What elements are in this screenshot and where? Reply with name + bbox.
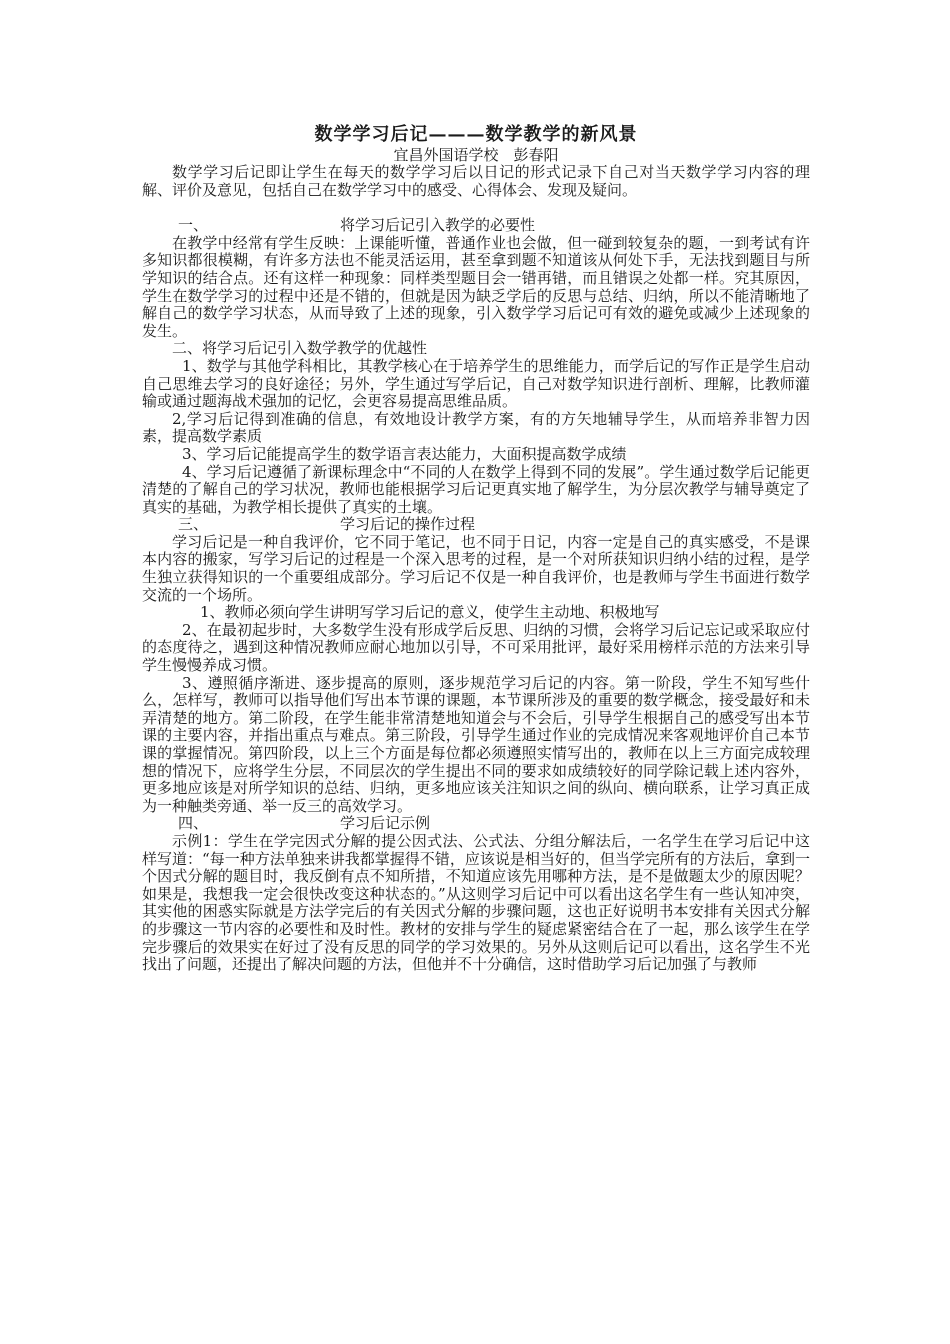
section-1-heading bbox=[142, 217, 810, 235]
section-3-point-2: 2、在最初起步时，大多数学生没有形成学后反思、归纳的习惯，会将学习后记忘记或采取应付的态度待之，遇到这种情况教师应耐心地加以引导，不可采用批评，最好采用榜样示范的方法来引导学生慢慢养成习惯。 bbox=[142, 620, 810, 675]
section-3-paragraph: 学习后记是一种自我评价，它不同于笔记，也不同于日记，内容一定是自己的真实感受，不是课本内容的搬家，写学习后记的过程是一个深入思考的过程，是一个对所获知识归纳小结的过程，是学生独立获得知识的一个重要组成部分。学习后记不仅是一种自我评价，也是教师与学生书面进行数学交流的一个场所。 bbox=[142, 532, 810, 604]
intro-paragraph: 数学学习后记即让学生在每天的数学学习后以日记的形式记录下自己对当天数学学习内容的理解、评价及意见，包括自己在数学学习中的感受、心得体会、发现及疑问。 bbox=[142, 163, 810, 199]
section-1-paragraph: 在教学中经常有学生反映：上课能听懂，普通作业也会做，但一碰到较复杂的题，一到考试有许多知识都很模糊，有许多方法也不能灵活运用，甚至拿到题不知道该从何处下手，无法找到题目与所学知识的结合点。还有这样一种现象：同样类型题目会一错再错，而且错误之处都一样。究其原因，学生在数学学习的过程中还是不错的，但就是因为缺乏学后的反思与总结、归纳，所以不能清晰地了解自己的数学学习状态，从而导致了上述的现象，引入数学学习后记可有效的避免或减少上述现象的发生。 bbox=[142, 233, 810, 340]
section-2-point-3: 3、学习后记能提高学生的数学语言表达能力，大面积提高数学成绩 bbox=[182, 444, 627, 463]
section-1-number: 一、 bbox=[178, 216, 209, 235]
section-4-title: 学习后记示例 bbox=[340, 814, 431, 833]
section-3-title: 学习后记的操作过程 bbox=[340, 515, 476, 534]
section-1-title: 将学习后记引入教学的必要性 bbox=[340, 216, 536, 235]
section-3-point-3: 3、遵照循序渐进、逐步提高的原则，逐步规范学习后记的内容。第一阶段，学生不知写些什么，怎样写，教师可以指导他们写出本节课的课题，本节课所涉及的重要的数学概念，接受最好和未弄清楚的地方。第二阶段，在学生能非常清楚地知道会与不会后，引导学生根据自己的感受写出本节课的主要内容，并指出重点与难点。第三阶段，引导学生通过作业的完成情况来客观地评价自己本节课的掌握情况。第四阶段，以上三个方面是每位都必须遵照实情写出的，教师在以上三方面完成较理想的情况下，应将学生分层，不同层次的学生提出不同的要求如成绩较好的同学除记载上述内容外，更多地应该是对所学知识的总结、归纳，更多地应该关注知识之间的纵向、横向联系，让学习真正成为一种触类旁通、举一反三的高效学习。 bbox=[142, 673, 810, 815]
section-2-point-2: 2,学习后记得到准确的信息，有效地设计教学方案，有的方矢地辅导学生，从而培养非智力因素，提高数学素质 bbox=[142, 409, 810, 446]
section-4-example-1: 示例1：学生在学完因式分解的提公因式法、公式法、分组分解法后，一名学生在学习后记中这样写道：“每一种方法单独来讲我都掌握得不错，应该说是相当好的，但当学完所有的方法后，拿到一个因式分解的题目时，我反倒有点不知所措，不知道应该先用哪种方法，是不是做题太少的原因呢？如果是，我想我一定会很快改变这种状态的。”从这则学习后记中可以看出这名学生有一些认知冲突，其实他的困惑实际就是方法学完后的有关因式分解的步骤问题，这也正好说明书本安排有关因式分解的步骤这一节内容的必要性和及时性。教材的安排与学生的疑虑紧密结合在了一起，那么该学生在学完步骤后的效果实在好过了没有反思的同学的学习效果的。另外从这则后记可以看出，这名学生不光找出了问题，还提出了解决问题的方法，但他并不十分确信，这时借助学习后记加强了与教师 bbox=[142, 831, 810, 974]
section-4-number: 四、 bbox=[178, 814, 209, 833]
document-title: 数学学习后记———数学教学的新风景 bbox=[314, 124, 638, 145]
author-line: 宜昌外国语学校 彭春阳 bbox=[393, 146, 559, 164]
section-2-heading: 二、将学习后记引入数学教学的优越性 bbox=[172, 339, 428, 358]
document-page bbox=[142, 124, 810, 974]
section-2-point-1: 1、数学与其他学科相比，其教学核心在于培养学生的思维能力，而学后记的写作正是学生启动自己思维去学习的良好途径；另外，学生通过写学后记，自己对数学知识进行剖析、理解，比教师灌输或通过题海战术强加的记忆，会更容易提高思维品质。 bbox=[142, 356, 810, 411]
section-4-heading bbox=[142, 815, 810, 833]
blank-line bbox=[142, 199, 810, 217]
section-3-number: 三、 bbox=[178, 515, 209, 534]
section-2-point-4: 4、学习后记遵循了新课标理念中“不同的人在数学上得到不同的发展”。学生通过数学后记能更清楚的了解自己的学习状况，教师也能根据学习后记更真实地了解学生，为分层次教学与辅导奠定了真实的基础，为教学相长提供了真实的土壤。 bbox=[142, 462, 810, 516]
section-3-point-1: 1、教师必须向学生讲明写学习后记的意义，使学生主动地、积极地写 bbox=[200, 603, 660, 622]
section-3-heading bbox=[142, 516, 810, 534]
